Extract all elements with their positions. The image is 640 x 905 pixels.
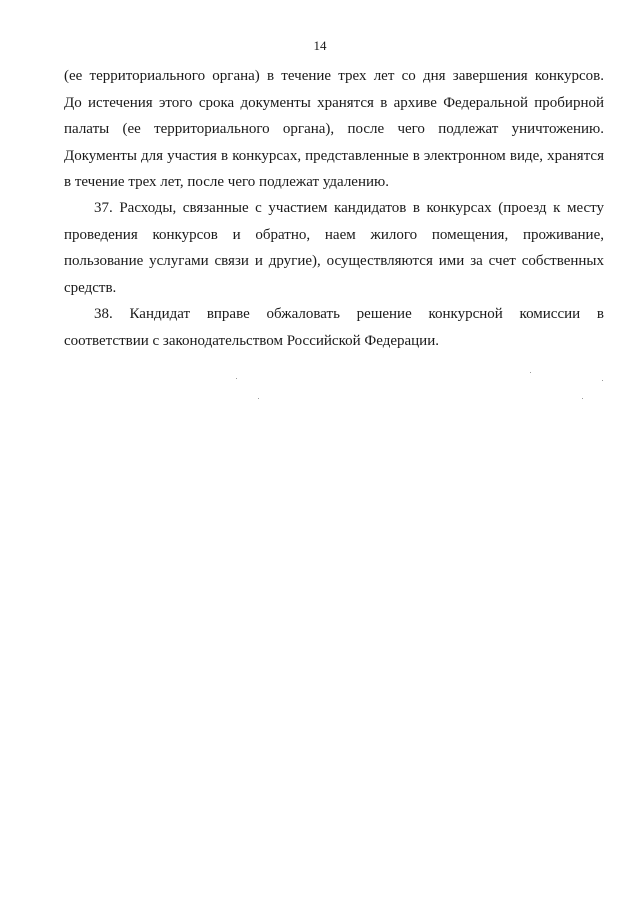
text-line: (ее территориального органа) в течение трех лет со дня завершения конкурсов. [64, 68, 604, 84]
text-line: пользование услугами связи и другие), осуществляются ими за счет собственных [64, 253, 604, 269]
text-line: в течение трех лет, после чего подлежат удалению. [64, 174, 389, 190]
text-line: До истечения этого срока документы хранятся в архиве Федеральной пробирной [64, 94, 604, 111]
paragraph-document-retention [64, 63, 604, 196]
text-line: Документы для участия в конкурсах, представленные в электронном виде, хранятся [64, 147, 604, 164]
scan-speck [258, 398, 259, 399]
paragraph-38-appeal [64, 301, 604, 354]
page-number: 14 [313, 38, 327, 53]
scan-speck [530, 372, 531, 373]
scan-speck [582, 398, 583, 399]
text-line: 37. Расходы, связанные с участием кандидатов в конкурсах (проезд к месту [94, 200, 604, 216]
text-line: 38. Кандидат вправе обжаловать решение конкурсной комиссии в [94, 306, 604, 322]
paragraph-37-expenses [64, 195, 604, 301]
scan-speck [236, 378, 237, 379]
text-line: средств. [64, 279, 117, 296]
text-line: палаты (ее территориального органа), после чего подлежат уничтожению. [64, 121, 604, 137]
scan-speck [602, 380, 603, 381]
text-line: проведения конкурсов и обратно, наем жилого помещения, проживание, [64, 226, 604, 243]
text-line: соответствии с законодательством Российской Федерации. [64, 332, 439, 349]
